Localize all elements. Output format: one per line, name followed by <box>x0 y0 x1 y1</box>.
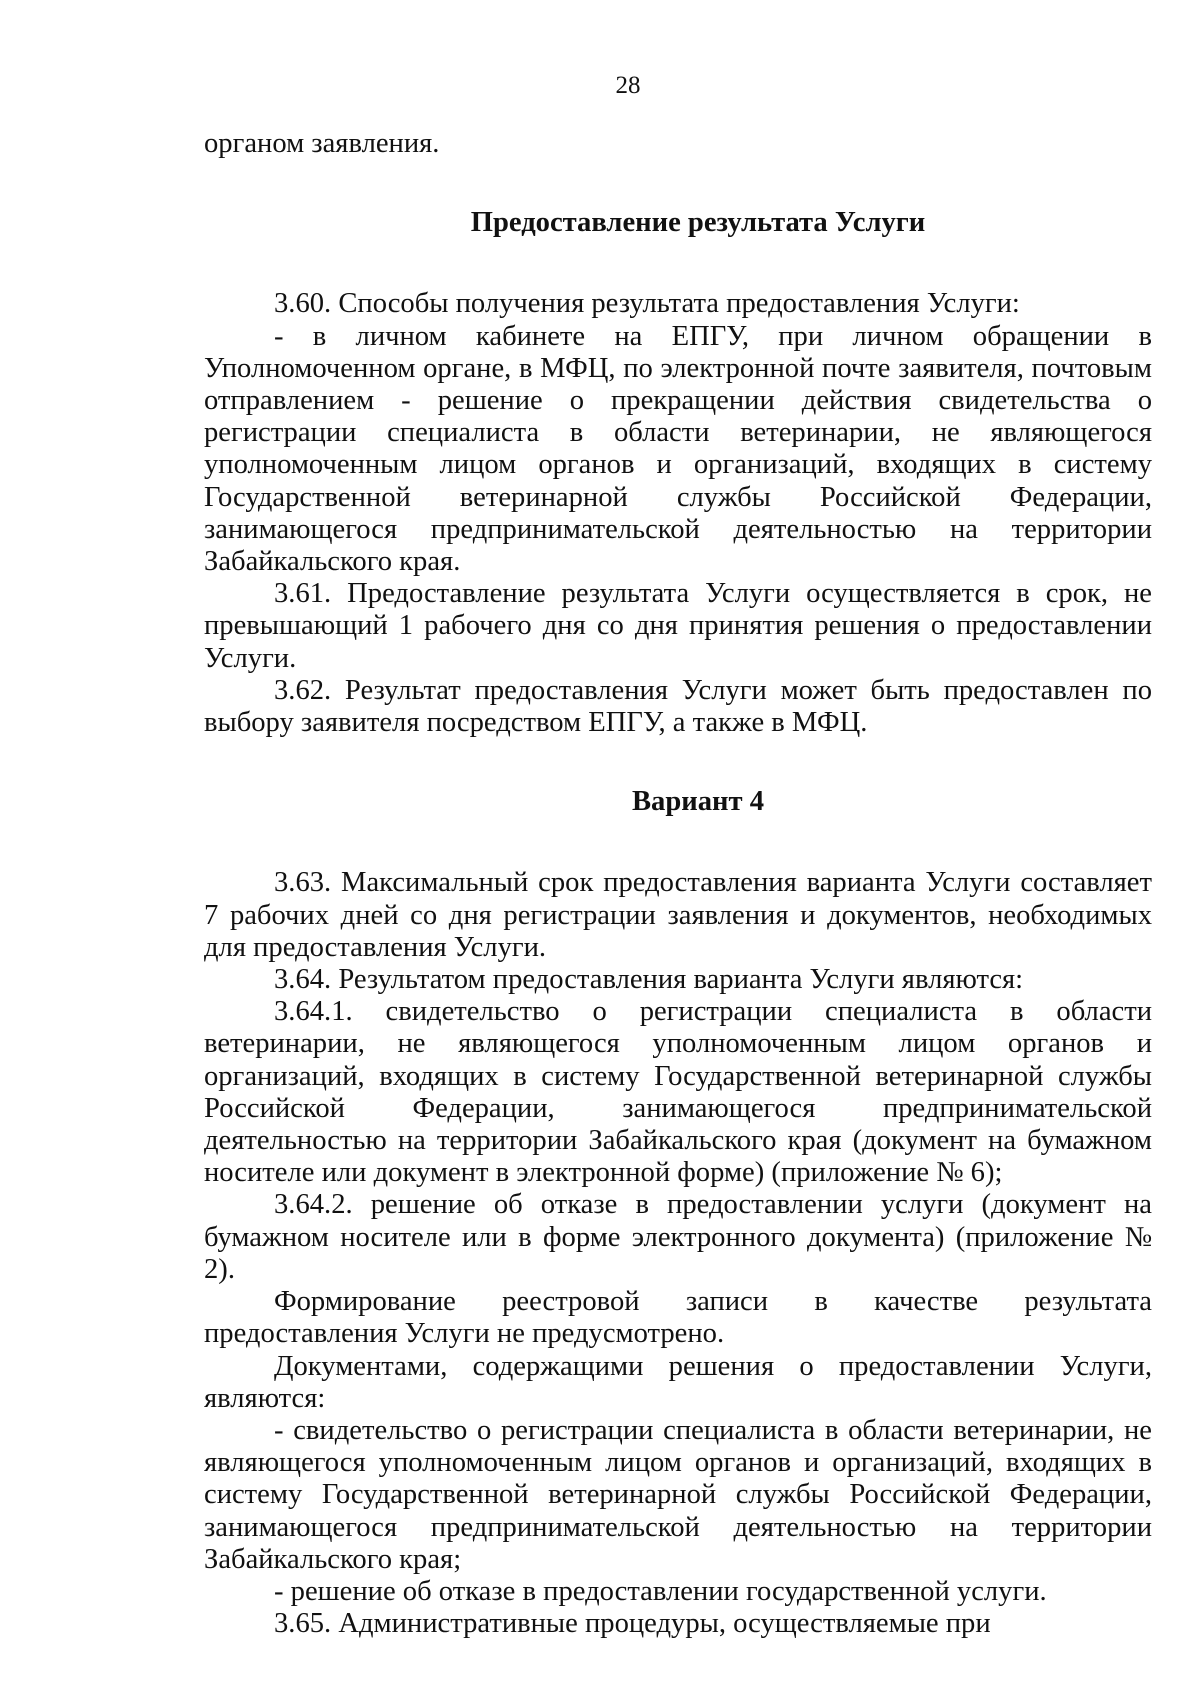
paragraph: - в личном кабинете на ЕПГУ, при личном обращении в Уполномоченном органе, в МФЦ, по электронной почте заявителя, почтовым отправлением - решение о прекращении действия свидетельства о регистрации специалиста в области ветеринарии, не являющегося уполномоченным лицом органов и организаций, входящих в систему Государственной ветеринарной службы Российской Федерации, занимающегося предпринимательской деятельностью на территории Забайкальского края. <box>204 320 1152 578</box>
paragraph: Документами, содержащими решения о предоставлении Услуги, являются: <box>204 1350 1152 1414</box>
paragraph: Формирование реестровой записи в качестве результата предоставления Услуги не предусмотрено. <box>204 1286 1152 1350</box>
paragraph: 3.63. Максимальный срок предоставления варианта Услуги составляет 7 рабочих дней со дня регистрации заявления и документов, необходимых для предоставления Услуги. <box>204 867 1152 963</box>
page-number: 28 <box>615 72 641 99</box>
paragraph: 3.61. Предоставление результата Услуги осуществляется в срок, не превышающий 1 рабочего дня со дня принятия решения о предоставлении Услуги. <box>204 578 1152 674</box>
paragraph: 3.64.2. решение об отказе в предоставлении услуги (документ на бумажном носителе или в форме электронного документа) (приложение № 2). <box>204 1189 1152 1285</box>
paragraph: 3.62. Результат предоставления Услуги может быть предоставлен по выбору заявителя посредством ЕПГУ, а также в МФЦ. <box>204 674 1152 739</box>
section-heading: Вариант 4 <box>631 786 764 818</box>
paragraph: - свидетельство о регистрации специалиста в области ветеринарии, не являющегося уполномоченным лицом органов и организаций, входящих в систему Государственной ветеринарной службы Российской Федерации, занимающегося предпринимательской деятельностью на территории Забайкальского края; <box>204 1414 1152 1575</box>
paragraph: 3.64. Результатом предоставления варианта Услуги являются: <box>274 964 1024 996</box>
paragraph: органом заявления. <box>204 128 440 159</box>
paragraph: 3.60. Способы получения результата предоставления Услуги: <box>274 288 1020 320</box>
section-heading: Предоставление результата Услуги <box>470 207 926 239</box>
paragraph: - решение об отказе в предоставлении государственной услуги. <box>274 1575 1047 1607</box>
paragraph: 3.64.1. свидетельство о регистрации специалиста в области ветеринарии, не являющегося уполномоченным лицом органов и организаций, входящих в систему Государственной ветеринарной службы Российской Федерации, занимающегося предпринимательской деятельностью на территории Забайкальского края (документ на бумажном носителе или документ в электронной форме) (приложение № 6); <box>204 996 1152 1189</box>
paragraph: 3.65. Административные процедуры, осуществляемые при <box>274 1608 991 1640</box>
document-body <box>204 128 1152 1640</box>
